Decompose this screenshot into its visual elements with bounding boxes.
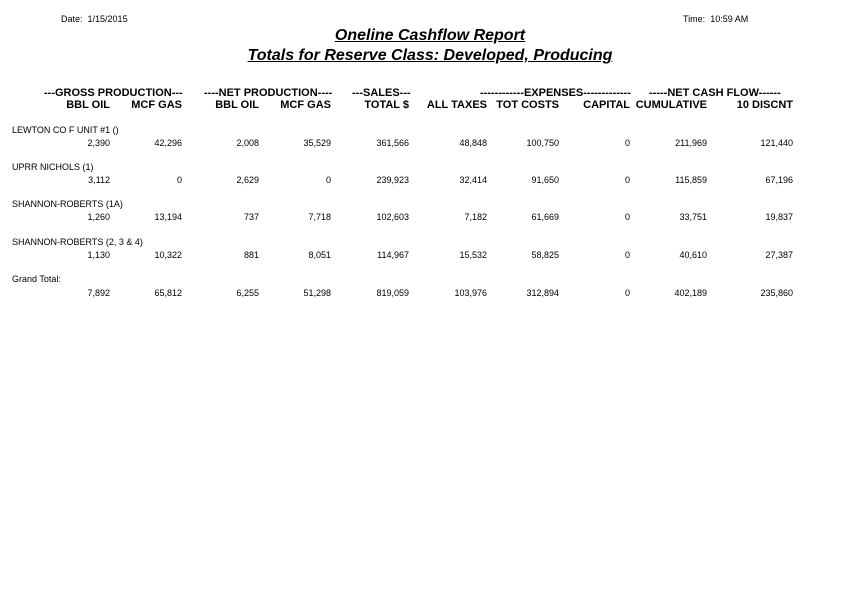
column-header: ALL TAXES <box>426 99 487 111</box>
table-cell: 32,414 <box>459 175 487 185</box>
table-cell: 15,532 <box>459 250 487 260</box>
table-cell: 103,976 <box>454 288 487 298</box>
table-cell: 115,859 <box>675 175 707 185</box>
table-cell: 67,196 <box>765 175 793 185</box>
table-cell: 65,812 <box>154 288 182 298</box>
table-cell: 819,059 <box>376 288 409 298</box>
table-cell: 10,322 <box>154 250 182 260</box>
column-header: BBL OIL <box>215 99 259 111</box>
column-header: TOTAL $ <box>364 99 409 111</box>
table-cell: 7,892 <box>87 288 110 298</box>
column-header: TOT COSTS <box>496 99 559 111</box>
table-cell: 48,848 <box>459 138 487 148</box>
group-sales: ---SALES--- <box>352 87 411 99</box>
table-cell: 58,825 <box>531 250 559 260</box>
table-cell: 42,296 <box>154 138 182 148</box>
table-cell: 7,182 <box>464 212 487 222</box>
table-cell: 737 <box>243 212 259 222</box>
time-value: 10:59 AM <box>710 14 749 24</box>
group-expenses: ------------EXPENSES------------- <box>480 87 631 99</box>
table-cell: 0 <box>325 175 331 185</box>
table-cell: 121,440 <box>760 138 793 148</box>
column-header: 10 DISCNT <box>736 99 793 111</box>
table-cell: 61,669 <box>531 212 559 222</box>
date-label: Date: <box>61 14 83 24</box>
well-name: SHANNON-ROBERTS (2, 3 & 4) <box>12 237 143 247</box>
table-cell: 13,194 <box>154 212 182 222</box>
table-cell: 2,629 <box>236 175 259 185</box>
grand-total-label: Grand Total: <box>12 274 61 284</box>
table-cell: 1,130 <box>87 250 110 260</box>
well-name: SHANNON-ROBERTS (1A) <box>12 199 123 209</box>
table-cell: 0 <box>624 288 630 298</box>
table-cell: 402,189 <box>674 288 707 298</box>
table-cell: 2,390 <box>87 138 110 148</box>
table-cell: 40,610 <box>679 250 707 260</box>
column-header: MCF GAS <box>280 99 331 111</box>
table-cell: 2,008 <box>236 138 259 148</box>
table-cell: 239,923 <box>376 175 409 185</box>
table-cell: 8,051 <box>308 250 331 260</box>
table-cell: 19,837 <box>765 212 793 222</box>
table-cell: 1,260 <box>87 212 110 222</box>
group-gross-production: ---GROSS PRODUCTION--- <box>44 87 183 99</box>
report-date <box>61 14 128 24</box>
time-label: Time: <box>683 14 706 24</box>
table-cell: 91,650 <box>531 175 559 185</box>
table-cell: 0 <box>624 138 630 148</box>
table-cell: 0 <box>624 175 630 185</box>
date-value: 1/15/2015 <box>87 14 128 24</box>
table-cell: 312,894 <box>526 288 559 298</box>
well-name: LEWTON CO F UNIT #1 () <box>12 125 119 135</box>
well-name: UPRR NICHOLS (1) <box>12 162 94 172</box>
table-cell: 881 <box>243 250 259 260</box>
table-cell: 102,603 <box>376 212 409 222</box>
table-cell: 27,387 <box>765 250 793 260</box>
table-cell: 361,566 <box>376 138 409 148</box>
report-time <box>683 14 748 24</box>
report-subtitle: Totals for Reserve Class: Developed, Producing <box>247 47 613 64</box>
table-cell: 100,750 <box>526 138 559 148</box>
table-cell: 0 <box>624 250 630 260</box>
table-cell: 7,718 <box>308 212 331 222</box>
table-cell: 0 <box>624 212 630 222</box>
table-cell: 211,969 <box>675 138 707 148</box>
column-header: CAPITAL <box>583 99 630 111</box>
column-header: MCF GAS <box>131 99 182 111</box>
table-cell: 114,967 <box>377 250 409 260</box>
group-net-cash-flow: -----NET CASH FLOW------ <box>649 87 781 99</box>
column-header: BBL OIL <box>66 99 110 111</box>
table-cell: 35,529 <box>303 138 331 148</box>
table-cell: 3,112 <box>88 175 110 185</box>
table-cell: 51,298 <box>303 288 331 298</box>
table-cell: 0 <box>176 175 182 185</box>
table-cell: 235,860 <box>760 288 793 298</box>
table-cell: 33,751 <box>679 212 707 222</box>
report-title: Oneline Cashflow Report <box>334 27 526 44</box>
table-cell: 6,255 <box>236 288 259 298</box>
group-net-production: ----NET PRODUCTION---- <box>204 87 333 99</box>
column-header: CUMULATIVE <box>635 99 707 111</box>
